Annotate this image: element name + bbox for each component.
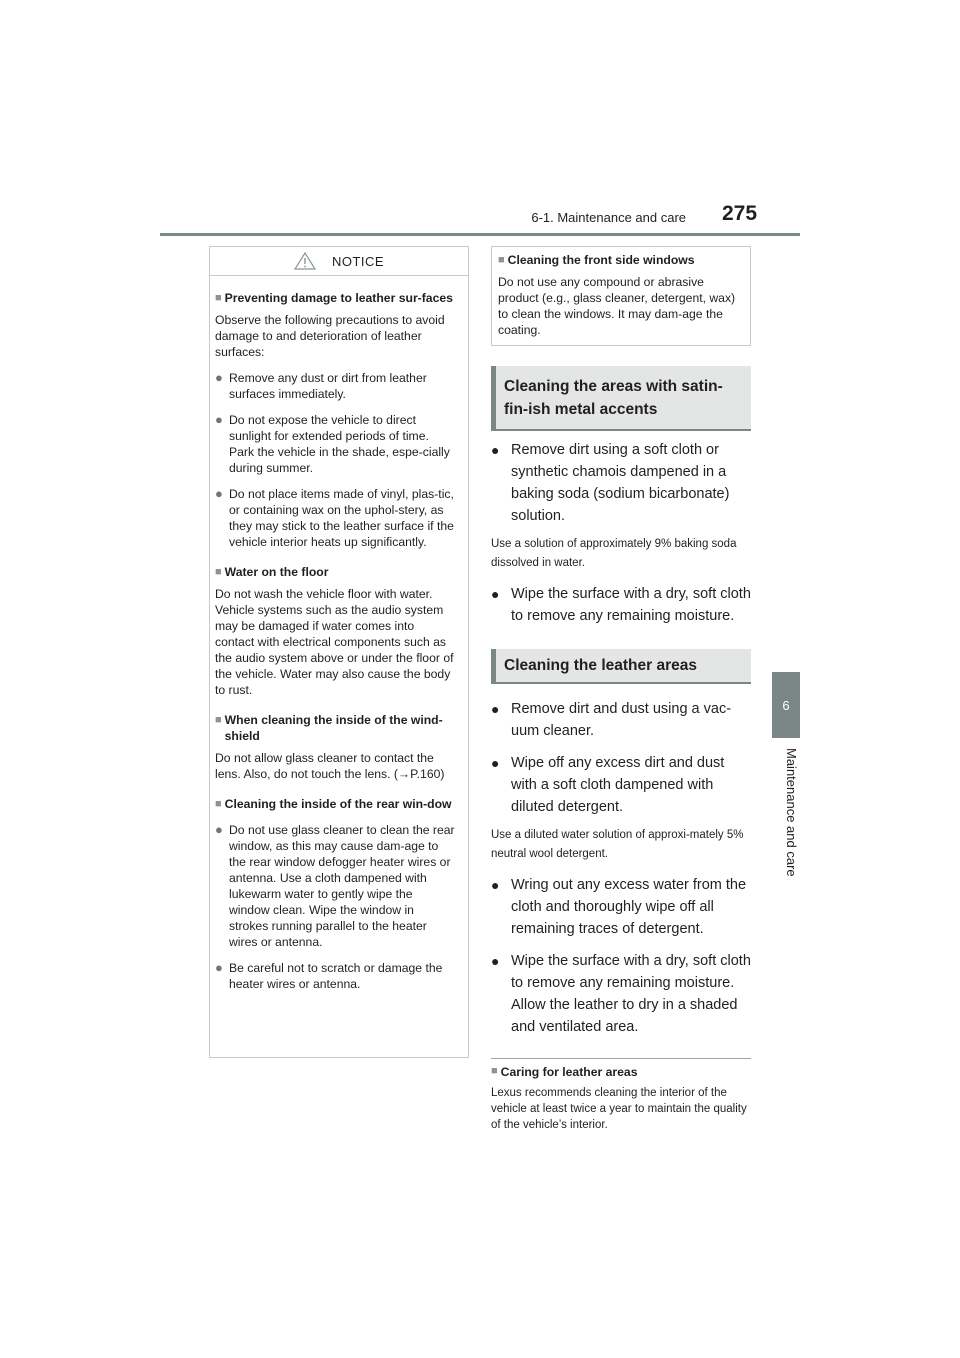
notice-heading-leather: ■ Preventing damage to leather sur-faces bbox=[215, 291, 453, 305]
leather-bullet: ● Wipe the surface with a dry, soft cloth to remove any remaining moisture. Allow the leather to dry in a shaded and ventilated area. bbox=[491, 950, 751, 1038]
notice-box bbox=[209, 246, 469, 1058]
bullet-icon: ● bbox=[491, 953, 500, 969]
satin-bullet: ● Remove dirt using a soft cloth or synthetic chamois dampened in a baking soda (sodium bicarbonate) solution. bbox=[491, 439, 751, 527]
caring-heading: ■ Caring for leather areas bbox=[491, 1065, 638, 1079]
satin-heading: Cleaning the areas with satin-fin-ish metal accents bbox=[491, 366, 751, 431]
satin-note: Use a solution of approximately 9% baking soda dissolved in water. bbox=[491, 538, 737, 569]
satin-bullet: ● Wipe the surface with a dry, soft cloth to remove any remaining moisture. bbox=[491, 583, 751, 627]
leather-bullet: ● Remove dirt and dust using a vac-uum cleaner. bbox=[491, 698, 751, 742]
leather-bullet: ● Wipe off any excess dirt and dust with a soft cloth dampened with diluted detergent. bbox=[491, 752, 751, 818]
chapter-tab[interactable] bbox=[772, 672, 800, 738]
header-rule bbox=[160, 233, 800, 236]
leather-bullet: ● Wring out any excess water from the cloth and thoroughly wipe off all remaining traces of detergent. bbox=[491, 874, 751, 940]
notice-item: ● Remove any dust or dirt from leather surfaces immediately. bbox=[215, 370, 427, 401]
dot-bullet-icon: ● bbox=[215, 960, 223, 975]
bullet-icon: ● bbox=[491, 701, 500, 717]
leather-heading: Cleaning the leather areas bbox=[491, 649, 751, 684]
bullet-icon: ● bbox=[491, 755, 500, 771]
notice-text-floor: Do not wash the vehicle floor with water. Vehicle systems such as the audio system may be damaged if water comes into contact with electrical components such as the audio system above or under the floor of the vehicle. Water may also cause the body to rust. bbox=[215, 587, 454, 697]
dot-bullet-icon: ● bbox=[215, 370, 223, 385]
square-bullet-icon: ■ bbox=[498, 254, 505, 266]
dot-bullet-icon: ● bbox=[215, 822, 223, 837]
square-bullet-icon: ■ bbox=[215, 566, 222, 578]
notice-title: NOTICE bbox=[331, 253, 385, 269]
notice-heading-floor: ■ Water on the floor bbox=[215, 565, 329, 579]
right-column bbox=[491, 246, 751, 1133]
square-bullet-icon: ■ bbox=[491, 1065, 498, 1077]
square-bullet-icon: ■ bbox=[215, 714, 222, 726]
warning-triangle-icon bbox=[294, 252, 316, 270]
caring-divider bbox=[491, 1058, 751, 1059]
notice-item: ● Do not use glass cleaner to clean the rear window, as this may cause dam-age to the rear window defogger heater wires or antenna. Use a cloth dampened with lukewarm water to gently wipe the window clean. Wipe the window in strokes running parallel to the heater wires or antenna. bbox=[215, 822, 455, 949]
dot-bullet-icon: ● bbox=[215, 486, 223, 501]
page-number: 275 bbox=[722, 202, 758, 225]
square-bullet-icon: ■ bbox=[215, 798, 222, 810]
notice-heading-rear-window: ■ Cleaning the inside of the rear win-dow bbox=[215, 797, 452, 811]
front-windows-heading: ■ Cleaning the front side windows bbox=[498, 253, 695, 267]
chapter-label: Maintenance and care bbox=[784, 748, 799, 877]
bullet-icon: ● bbox=[491, 442, 500, 458]
notice-header bbox=[210, 247, 468, 276]
square-bullet-icon: ■ bbox=[215, 292, 222, 304]
bullet-icon: ● bbox=[491, 877, 500, 893]
notice-item: ● Do not place items made of vinyl, plas-tic, or containing wax on the uphol-stery, as they may stick to the leather surface if the vehicle interior heats up significantly. bbox=[215, 486, 454, 549]
notice-text-windshield: Do not allow glass cleaner to contact the lens. Also, do not touch the lens. (→P.160) bbox=[215, 751, 445, 781]
notice-heading-windshield: ■ When cleaning the inside of the wind-shield bbox=[215, 713, 443, 743]
dot-bullet-icon: ● bbox=[215, 412, 223, 427]
front-windows-text: Do not use any compound or abrasive product (e.g., glass cleaner, detergent, wax) to clean the windows. It may dam-age the coating. bbox=[498, 275, 736, 337]
bullet-icon: ● bbox=[491, 586, 500, 602]
notice-item: ● Do not expose the vehicle to direct sunlight for extended periods of time. Park the vehicle in the shade, espe-cially during summer. bbox=[215, 412, 450, 475]
section-title: 6-1. Maintenance and care bbox=[531, 210, 686, 225]
chapter-number: 6 bbox=[782, 697, 790, 713]
caring-text: Lexus recommends cleaning the interior of the vehicle at least twice a year to maintain the quality of the vehicle’s interior. bbox=[491, 1087, 747, 1131]
notice-item: ● Be careful not to scratch or damage the heater wires or antenna. bbox=[215, 960, 443, 991]
notice-text-leather: Observe the following precautions to avoid damage to and deterioration of leather surfaces: bbox=[215, 313, 445, 359]
front-windows-box bbox=[491, 246, 751, 346]
leather-note: Use a diluted water solution of approxi-mately 5% neutral wool detergent. bbox=[491, 829, 744, 860]
